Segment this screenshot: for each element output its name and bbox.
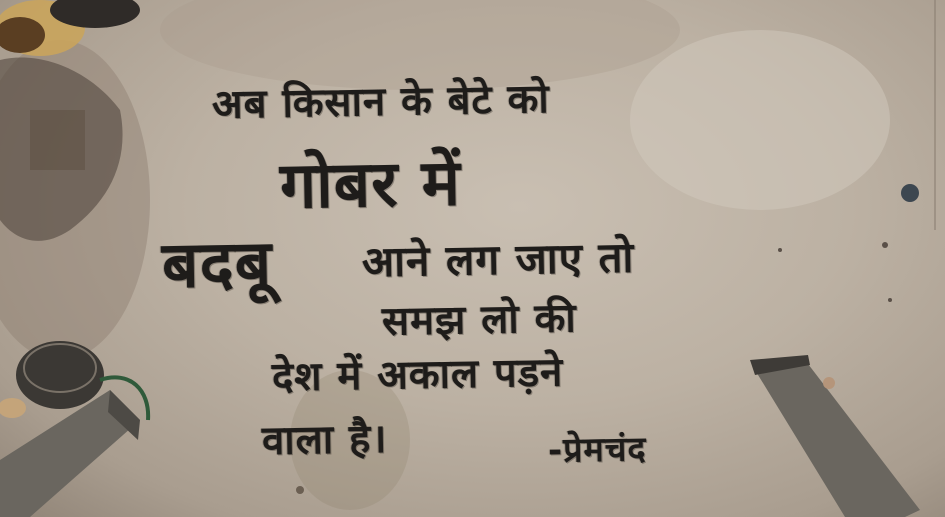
basket [16,341,104,409]
quote-attribution: -प्रेमचंद [547,429,647,471]
speckle [901,184,919,202]
quote-line-3-rest: आने लग जाए तो [361,232,635,287]
speckle [296,486,304,494]
quote-line-4: समझ लो की [381,295,578,345]
speckle [882,242,888,248]
damp-stain-right [630,30,890,210]
small-bowl [0,398,26,418]
right-post [755,360,920,517]
knot [823,377,835,389]
quote-line-6: वाला है। [261,415,388,465]
speckle [888,298,892,302]
quote-line-2: गोबर में [279,146,462,224]
quote-line-1: अब किसान के बेटे को [211,76,551,128]
brick-patch [30,110,85,170]
quote-line-5: देश में अकाल पड़ने [271,349,564,401]
speckle [778,248,782,252]
quote-line-3-word: बदबू [161,227,273,303]
